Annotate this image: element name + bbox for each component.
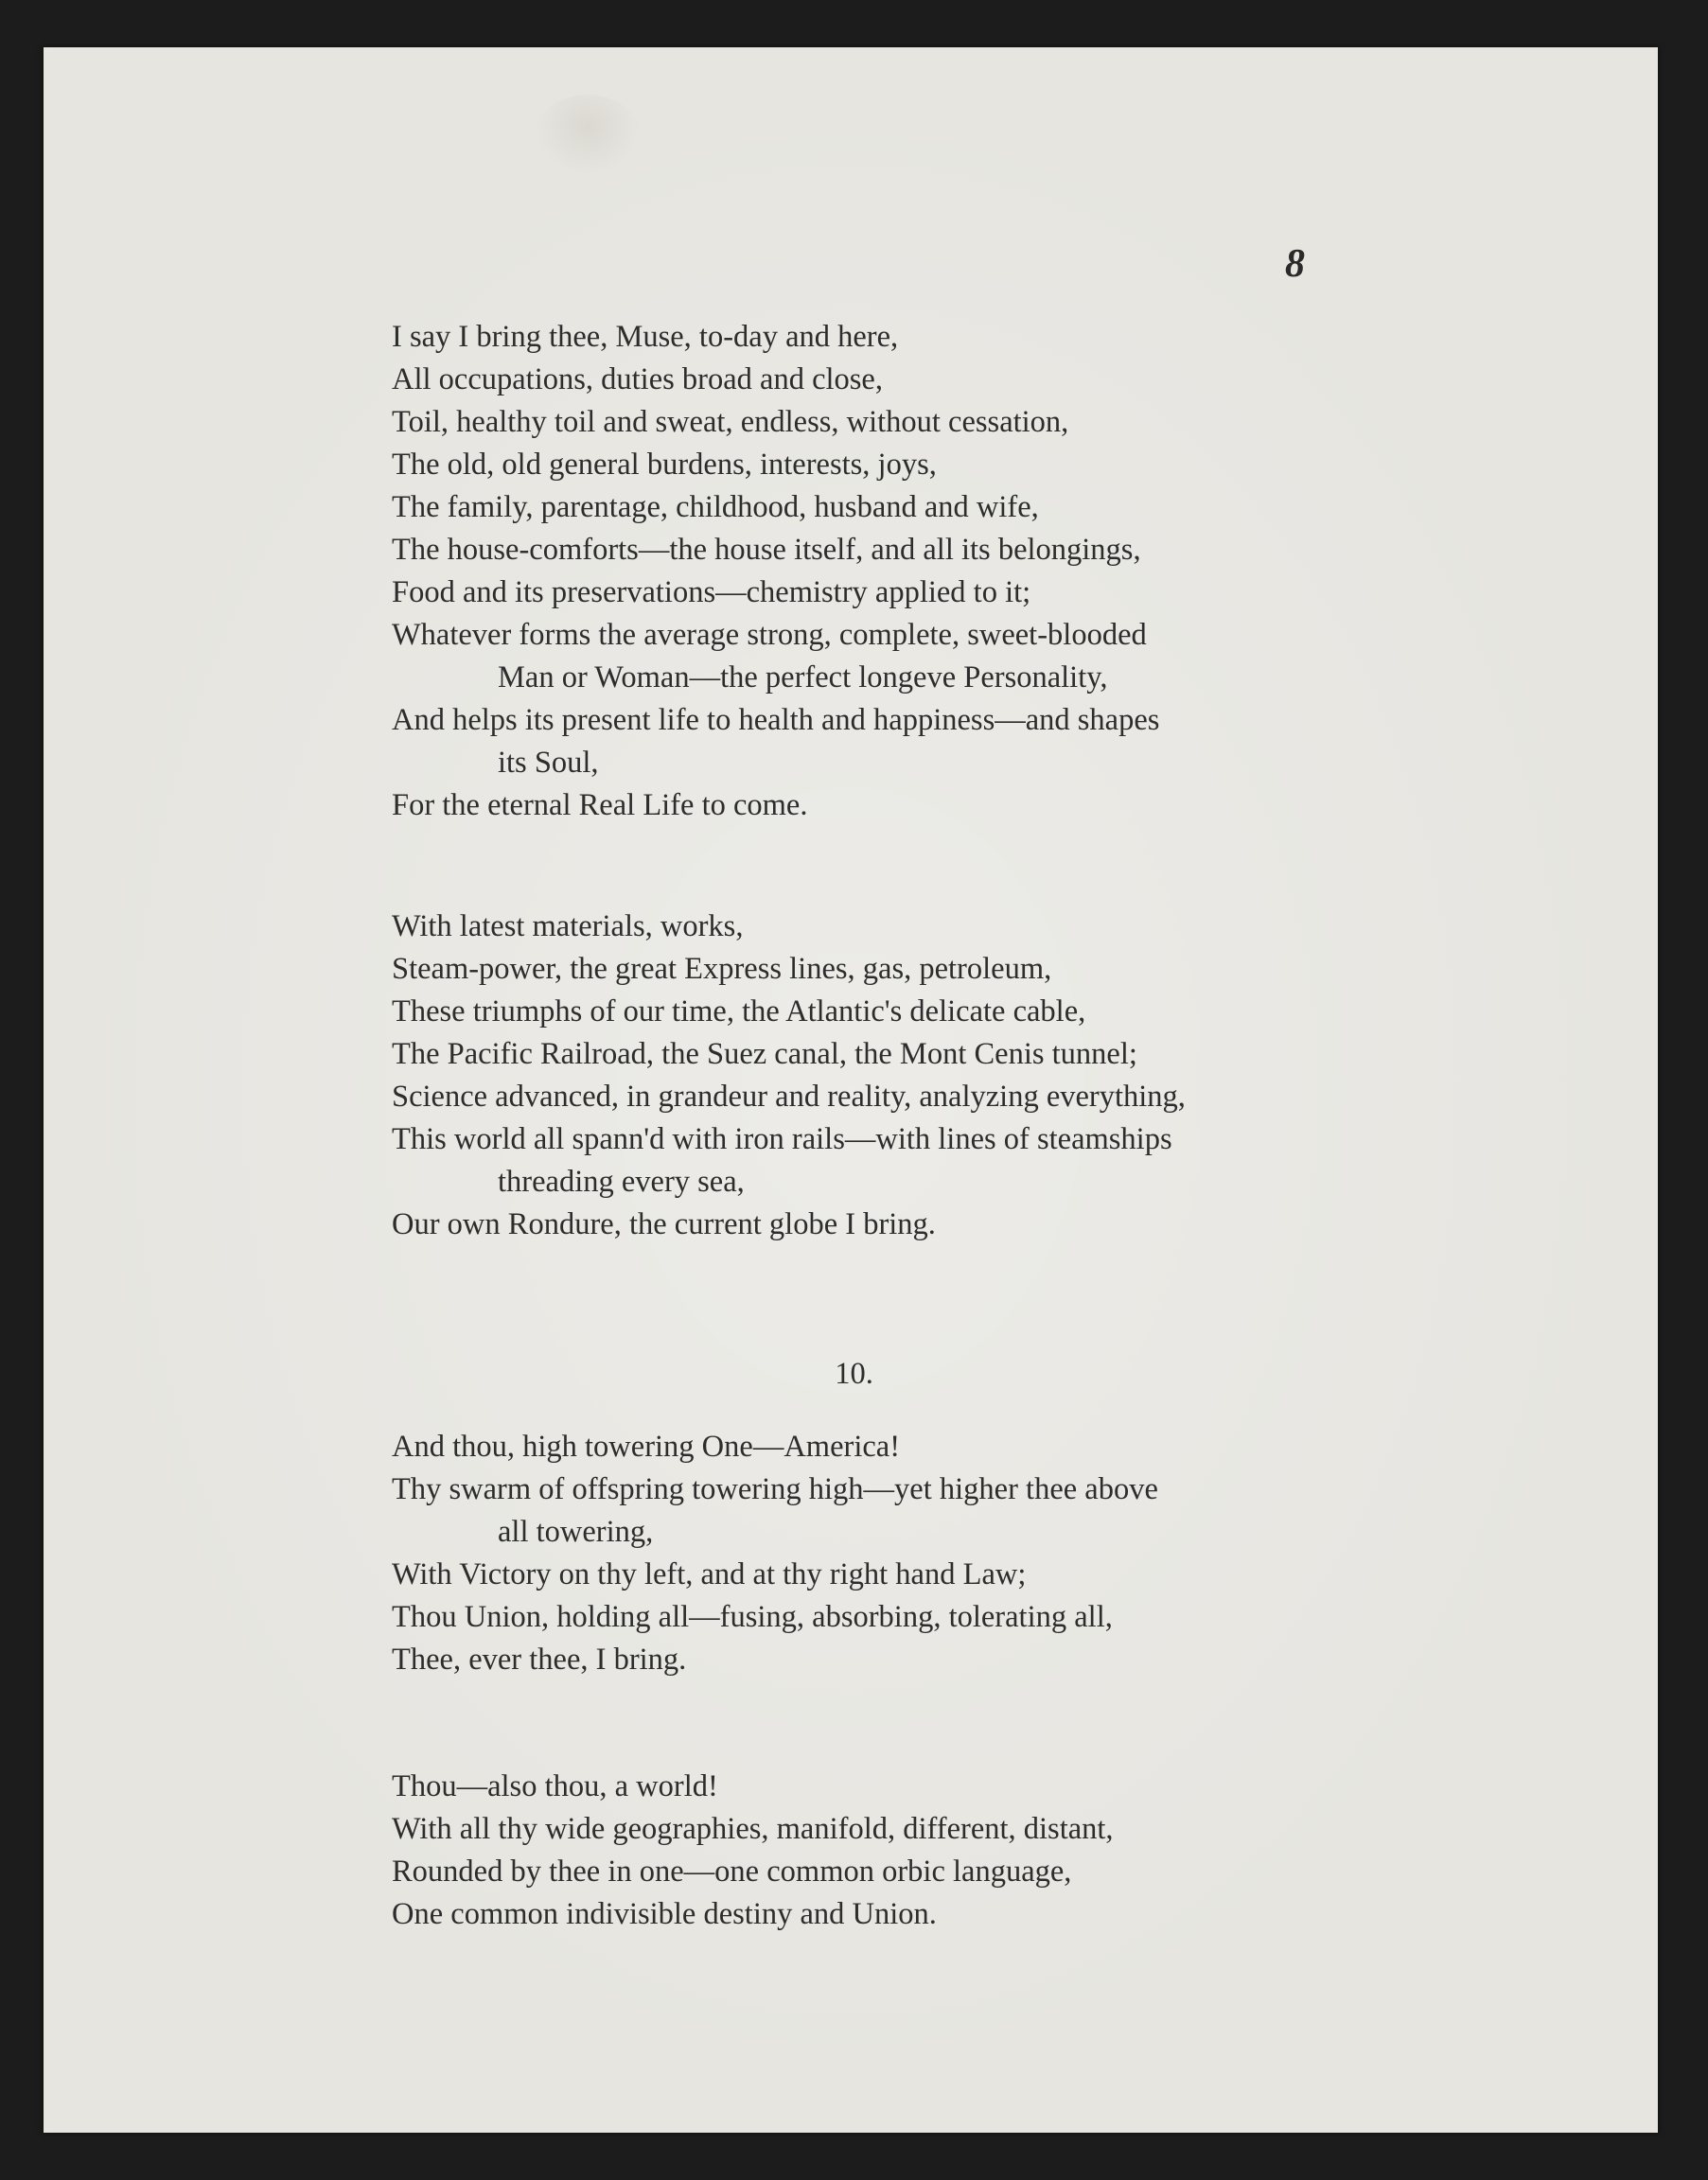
poem-line: Food and its preservations—chemistry applied to it; (392, 575, 1031, 609)
water-stain (536, 95, 640, 175)
poem-line: The Pacific Railroad, the Suez canal, the Mont Cenis tunnel; (392, 1037, 1137, 1071)
poem-line: With latest materials, works, (392, 909, 744, 943)
poem-line: And thou, high towering One—America! (392, 1430, 901, 1464)
poem-line: For the eternal Real Life to come. (392, 788, 808, 822)
section-number: 10. (835, 1357, 873, 1391)
poem-line: One common indivisible destiny and Union. (392, 1897, 937, 1931)
poem-line: Steam-power, the great Express lines, gas, petroleum, (392, 952, 1052, 986)
stanza (392, 316, 1366, 827)
poem-line: Thee, ever thee, I bring. (392, 1643, 687, 1677)
poem-line: The old, old general burdens, interests, joys, (392, 448, 937, 482)
poem-line: Our own Rondure, the current globe I bring. (392, 1207, 936, 1241)
poem-line: Thou—also thou, a world! (392, 1769, 718, 1803)
poem-line: All occupations, duties broad and close, (392, 362, 883, 396)
poem-line: Toil, healthy toil and sweat, endless, without cessation, (392, 405, 1069, 439)
poem-line: I say I bring thee, Muse, to-day and here, (392, 320, 899, 354)
poem-line: The family, parentage, childhood, husband and wife, (392, 490, 1039, 524)
poem-line: Whatever forms the average strong, complete, sweet-blooded (392, 618, 1147, 652)
poem-line: These triumphs of our time, the Atlantic's delicate cable, (392, 994, 1086, 1028)
page-number: 8 (1285, 242, 1305, 286)
poem-line: The house-comforts—the house itself, and all its belongings, (392, 533, 1141, 567)
poem-line: Man or Woman—the perfect longeve Personality, (498, 660, 1108, 694)
stanza (392, 1426, 1366, 1681)
poem-line: This world all spann'd with iron rails—with lines of steamships (392, 1122, 1172, 1156)
poem-line: With Victory on thy left, and at thy right hand Law; (392, 1557, 1027, 1591)
poem-line: Thy swarm of offspring towering high—yet higher thee above (392, 1472, 1158, 1506)
poem-line: all towering, (498, 1515, 654, 1549)
poem-line: its Soul, (498, 746, 599, 780)
poem-line: Rounded by thee in one—one common orbic language, (392, 1855, 1072, 1889)
poem-line: Thou Union, holding all—fusing, absorbing, tolerating all, (392, 1600, 1113, 1634)
poem-line: And helps its present life to health and happiness—and shapes (392, 703, 1160, 737)
stanza (392, 905, 1366, 1246)
poem-line: threading every sea, (498, 1165, 745, 1199)
poem-line: With all thy wide geographies, manifold, different, distant, (392, 1812, 1114, 1846)
poem-line: Science advanced, in grandeur and reality, analyzing everything, (392, 1080, 1186, 1114)
stanza (392, 1766, 1366, 1936)
